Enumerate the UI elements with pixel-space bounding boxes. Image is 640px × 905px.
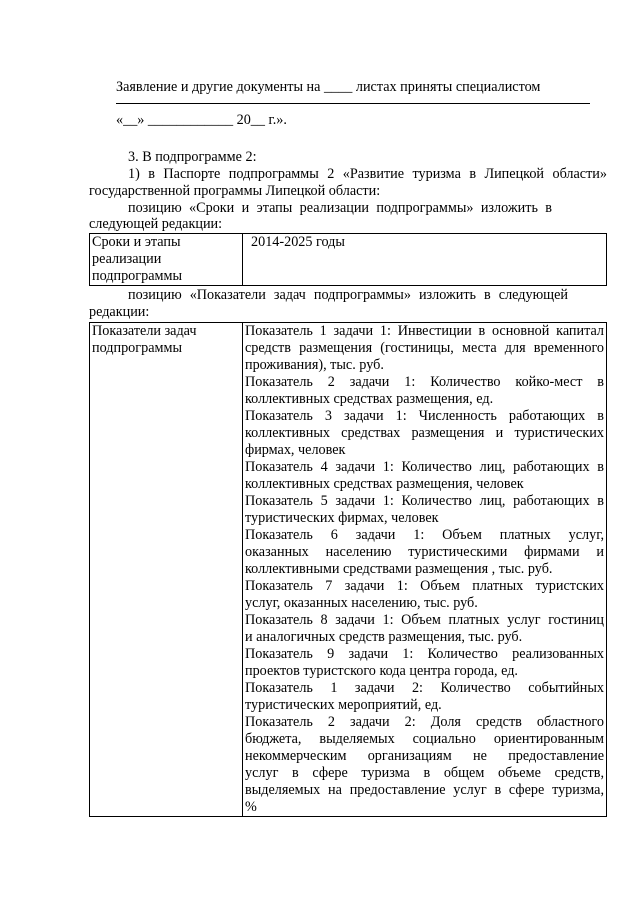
indicator-text-line: туристических мероприятий, ед. [245,697,442,713]
indicator-text-line: некоммерческим организациям не предоставление [245,748,604,764]
position1-line-a: позицию «Сроки и этапы реализации подпрограммы» изложить в [128,200,552,216]
indicators-text-cell [243,323,607,817]
indicator-text-line: услуг в сфере туризма в общем объеме средств, [245,765,604,781]
terms-value: 2014-2025 годы [251,234,345,250]
indicator-text-line: услуг, оказанных населению, тыс. руб. [245,595,478,611]
indicator-text-line: проживания), тыс. руб. [245,357,384,373]
indicator-text-line: Показатель 2 задачи 2: Доля средств областного [245,714,604,730]
indicator-text-line: Показатель 7 задачи 1: Объем платных туристских [245,578,604,594]
specialist-name-underline [116,103,590,104]
indicator-text-line: оказанных населению туристическими фирмами и [245,544,604,560]
terms-table [89,233,607,286]
position2-line-b: редакции: [89,304,150,320]
indicator-text-line: проектов туристского кода центра города, ед. [245,663,518,679]
terms-label-line: Сроки и этапы [92,234,181,250]
item1-line-b: государственной программы Липецкой области: [89,183,381,199]
section-heading: 3. В подпрограмме 2: [128,149,257,165]
indicator-text-line: и аналогичных средств размещения, тыс. руб. [245,629,523,645]
terms-label-cell [90,234,243,286]
indicator-text-line: Показатель 4 задачи 1: Количество лиц, работающих в [245,459,604,475]
indicator-text-line: Показатель 5 задачи 1: Количество лиц, работающих в [245,493,604,509]
table-row [90,234,607,286]
indicator-text-line: средств размещения (гостиницы, места для временного [245,340,604,356]
indicators-label-cell [90,323,243,817]
terms-label-line: реализации [92,251,162,267]
indicators-table [89,322,607,817]
indicator-text-line: Показатель 3 задачи 1: Численность работающих в [245,408,604,424]
acceptance-line: Заявление и другие документы на ____ листах приняты специалистом [116,79,541,95]
indicator-text-line: коллективными средствами размещения , тыс. руб. [245,561,553,577]
indicator-text-line: коллективных средствах размещения, ед. [245,391,494,407]
indicator-text-line: Показатель 8 задачи 1: Объем платных услуг гостиниц [245,612,604,628]
indicator-text-line: Показатель 6 задачи 1: Объем платных услуг, [245,527,604,543]
indicator-text-line: Показатель 9 задачи 1: Количество реализованных [245,646,604,662]
indicator-text-line: туристических фирмах, человек [245,510,439,526]
position1-line-b: следующей редакции: [89,216,223,232]
indicator-text-line: Показатель 2 задачи 1: Количество койко-мест в [245,374,604,390]
indicator-text-line: коллективных средствах размещения, человек [245,476,524,492]
position2-line-a: позицию «Показатели задач подпрограммы» изложить в следующей [128,287,568,303]
indicator-text-line: % [245,799,257,815]
indicator-text-line: выделяемых на предоставление услуг в сфере туризма, [245,782,604,798]
indicator-text-line: бюджета, выделяемых социально ориентированным [245,731,604,747]
indicator-text-line: фирмах, человек [245,442,346,458]
date-line: «__» ____________ 20__ г.». [116,112,287,128]
indicator-text-line: Показатель 1 задачи 2: Количество событийных [245,680,604,696]
indicators-label-line: подпрограммы [92,340,182,356]
indicator-text-line: коллективных средствах размещения и туристических [245,425,604,441]
terms-value-cell [243,234,607,286]
terms-label-line: подпрограммы [92,268,182,284]
item1-line-a: 1) в Паспорте подпрограммы 2 «Развитие туризма в Липецкой области» [128,166,607,182]
table-row [90,323,607,817]
indicator-text-line: Показатель 1 задачи 1: Инвестиции в основной капитал [245,323,604,339]
indicators-label-line: Показатели задач [92,323,197,339]
